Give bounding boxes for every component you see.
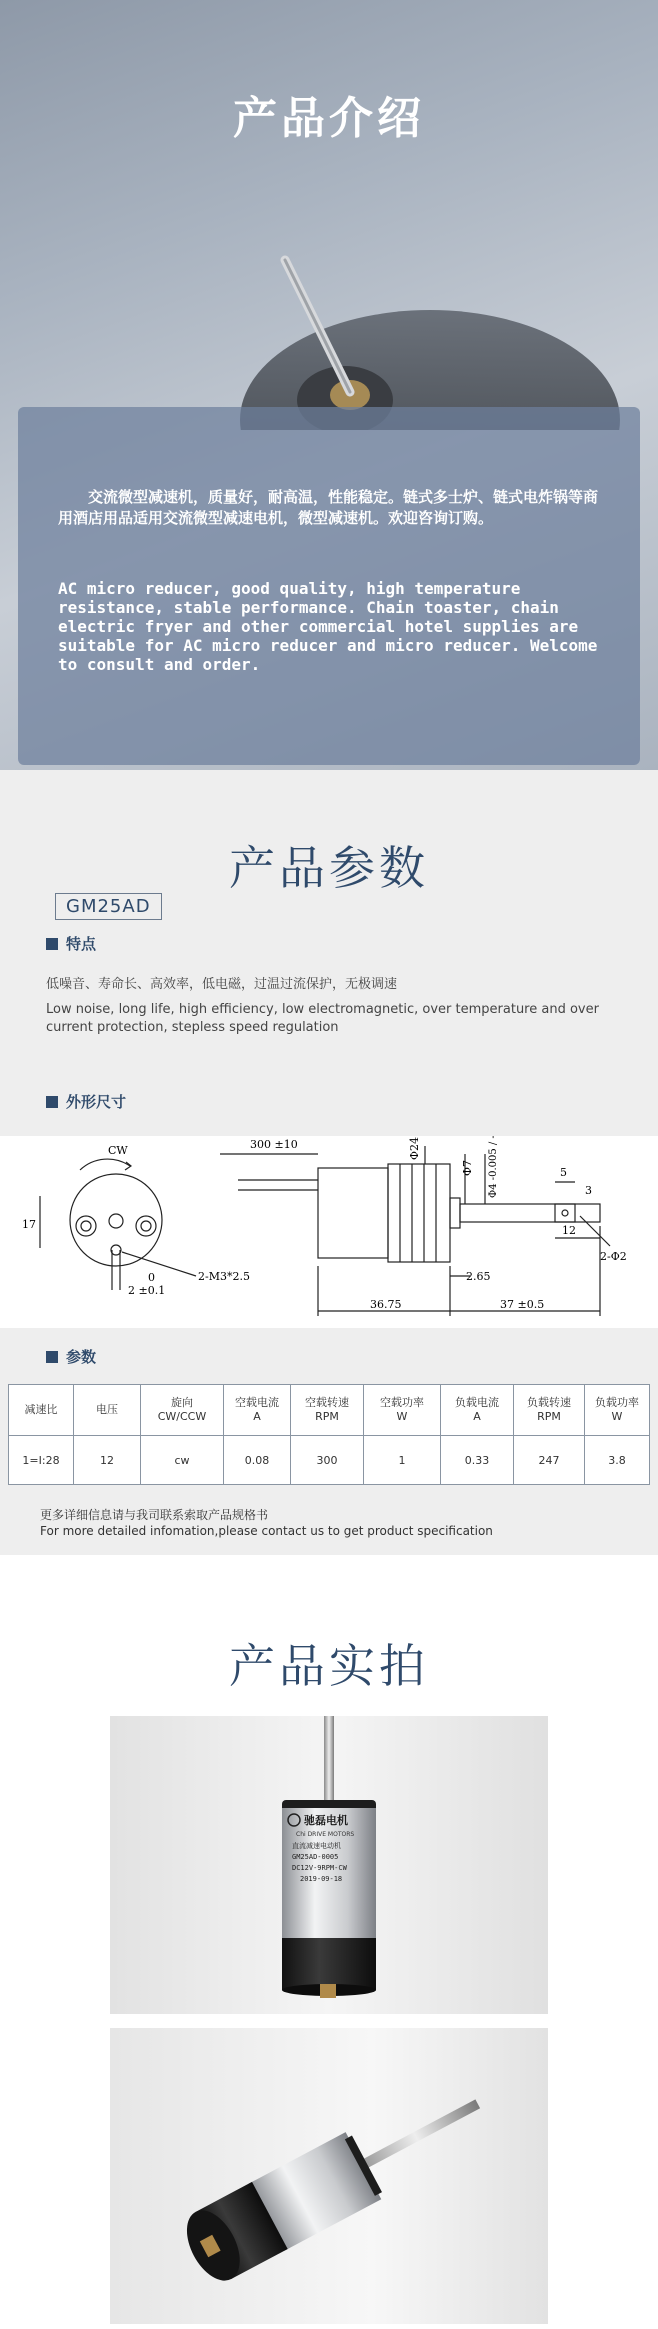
dim-phi2: 2-Φ2 xyxy=(600,1250,627,1263)
intro-motor-image xyxy=(230,250,650,430)
params-table-heading: 参数 xyxy=(46,1346,96,1367)
dim-3: 3 xyxy=(585,1184,592,1197)
features-text-cn: 低噪音、寿命长、高效率，低电磁，过温过流保护，无极调速 xyxy=(46,977,398,992)
table-cell: 3.8 xyxy=(585,1436,650,1485)
square-bullet-icon xyxy=(46,938,58,950)
table-cell: 300 xyxy=(291,1436,364,1485)
motor-front-image xyxy=(110,1716,548,2014)
dim-3675: 36.75 xyxy=(370,1298,402,1311)
intro-text-box xyxy=(18,407,640,765)
square-bullet-icon xyxy=(46,1351,58,1363)
table-cell: 0.33 xyxy=(441,1436,514,1485)
table-header-cell: 负载转速 RPM xyxy=(514,1385,585,1436)
dim-17: 17 xyxy=(22,1218,36,1231)
table-header-cell: 空载转速 RPM xyxy=(291,1385,364,1436)
label-model: GM25AD-0005 xyxy=(292,1853,339,1861)
label-spec: DC12V-9RPM-CW xyxy=(292,1864,347,1872)
table-header-cell: 负载电流 A xyxy=(441,1385,514,1436)
dim-cw: CW xyxy=(108,1144,128,1157)
table-header-cell: 减速比 xyxy=(9,1385,74,1436)
table-header-row xyxy=(9,1385,650,1436)
table-header-cell: 空载功率 W xyxy=(364,1385,441,1436)
note-text-en: For more detailed infomation,please contact us to get product specification xyxy=(40,1524,493,1538)
dim-wire: 300 ±10 xyxy=(250,1138,298,1151)
params-title: 产品参数 xyxy=(229,841,429,895)
dimension-drawing-svg xyxy=(0,1136,658,1328)
note-text-cn: 更多详细信息请与我司联系索取产品规格书 xyxy=(40,1508,269,1522)
table-cell: 1 xyxy=(364,1436,441,1485)
dim-12: 12 xyxy=(562,1224,576,1237)
intro-text-cn: 交流微型减速机，质量好，耐高温，性能稳定。链式多士炉、链式电炸锅等商用酒店用品适用交流微型减速电机，微型减速机。欢迎咨询订购。 xyxy=(58,488,599,527)
dim-phi249: Φ24.9 xyxy=(408,1136,421,1160)
spec-table xyxy=(8,1384,650,1485)
intro-section xyxy=(0,0,658,770)
label-type: 直流减速电动机 xyxy=(292,1842,341,1850)
label-brand-en: Chi DRIVE MOTORS xyxy=(296,1831,355,1838)
square-bullet-icon xyxy=(46,1096,58,1108)
label-date: 2019-09-18 xyxy=(300,1875,343,1883)
photos-title: 产品实拍 xyxy=(229,1639,429,1693)
table-header-cell: 负载功率 W xyxy=(585,1385,650,1436)
table-header-cell: 空载电流 A xyxy=(224,1385,291,1436)
dim-37: 37 ±0.5 xyxy=(500,1298,545,1311)
table-cell: 0.08 xyxy=(224,1436,291,1485)
table-cell: 1=I:28 xyxy=(9,1436,74,1485)
table-header-cell: 旋向 CW/CCW xyxy=(141,1385,224,1436)
dim-0: 0 xyxy=(148,1271,155,1284)
dim-screw: 2-M3*2.5 xyxy=(198,1270,250,1283)
intro-text-en: AC micro reducer, good quality, high temperature resistance, stable performance. Chain toaster, chain electric fryer and other commercial hotel supplies are suitable for AC micro reducer and micro reducer. Welcome to consult and order. xyxy=(58,579,598,674)
table-cell: cw xyxy=(141,1436,224,1485)
table-row xyxy=(9,1436,650,1485)
motor-angled-image xyxy=(110,2028,548,2324)
intro-title: 产品介绍 xyxy=(233,93,425,144)
features-text-en: Low noise, long life, high efficiency, low electromagnetic, over temperature and over current protection, stepless speed regulation xyxy=(46,1002,599,1035)
product-photo-angled xyxy=(110,2028,548,2324)
dimensions-heading: 外形尺寸 xyxy=(46,1091,126,1112)
params-section xyxy=(0,770,658,1555)
product-photo-front xyxy=(110,1716,548,2014)
table-cell: 247 xyxy=(514,1436,585,1485)
table-cell: 12 xyxy=(74,1436,141,1485)
label-brand-cn: 驰磊电机 xyxy=(304,1814,348,1827)
dim-2: 2 ±0.1 xyxy=(128,1284,166,1297)
dim-5: 5 xyxy=(560,1166,567,1179)
model-label: GM25AD xyxy=(55,893,162,920)
dimension-drawing xyxy=(0,1136,658,1328)
features-heading: 特点 xyxy=(46,933,96,954)
table-header-cell: 电压 xyxy=(74,1385,141,1436)
dim-phi4: Φ4 -0.005 / -0.015 xyxy=(488,1136,499,1198)
dim-265: 2.65 xyxy=(466,1270,491,1283)
dim-phi7: Φ7 xyxy=(461,1159,474,1176)
